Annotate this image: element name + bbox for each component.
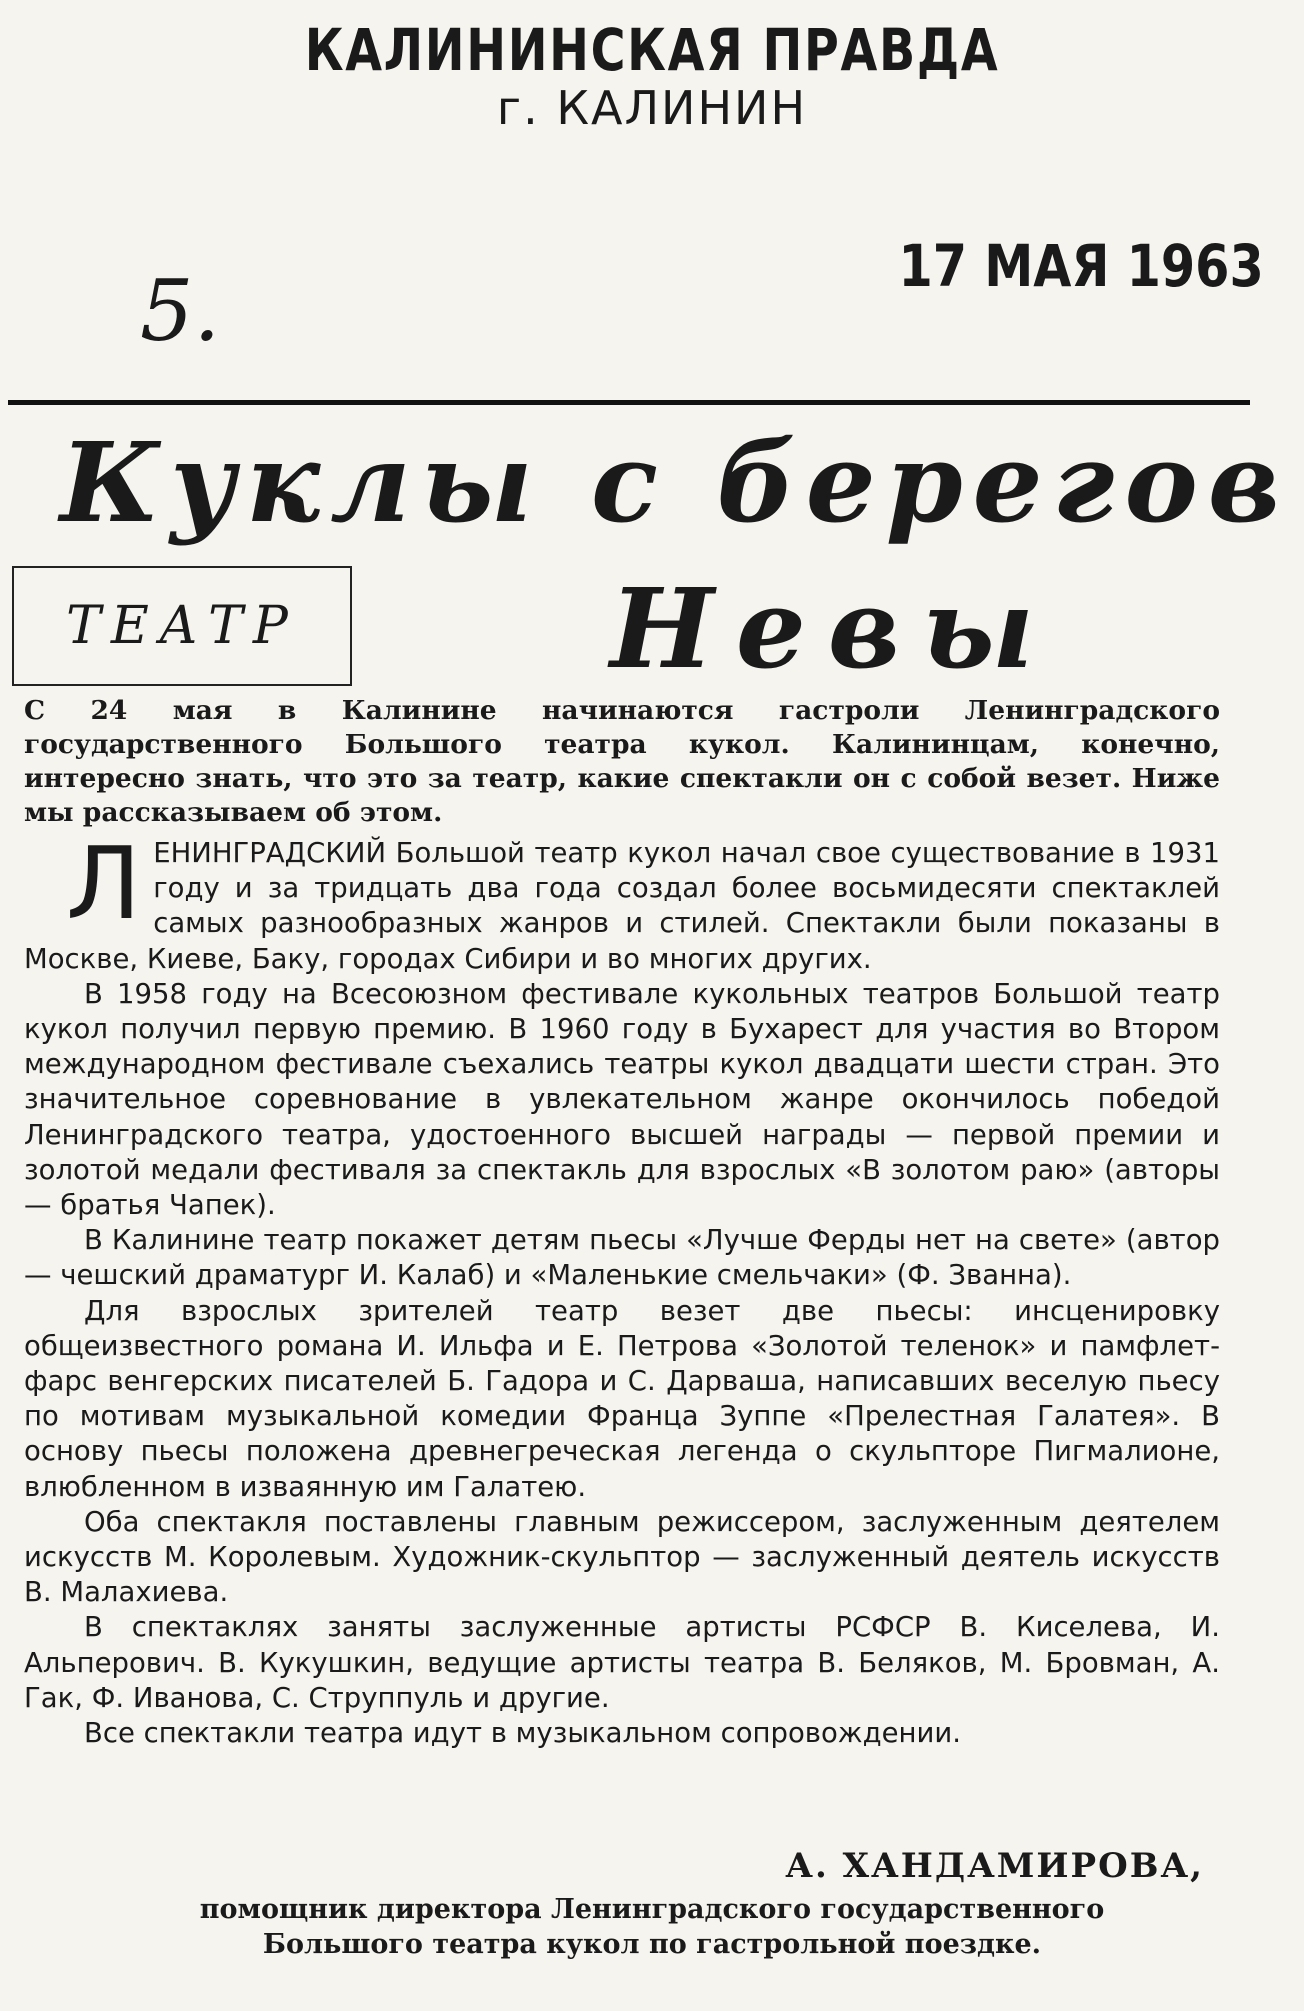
paragraph-3: В Калинине театр покажет детям пьесы «Лучше Ферды нет на свете» (автор — чешский драматург И. Калаб) и «Маленькие смельчаки» (Ф. Званна). <box>24 1224 1220 1292</box>
author-name: А. ХАНДАМИРОВА, <box>785 1846 1204 1886</box>
rubric-box <box>12 566 352 686</box>
article-body <box>24 825 1220 1751</box>
masthead <box>0 18 1304 134</box>
paragraph-1-text: ЕНИНГРАДСКИЙ Большой театр кукол начал свое существование в 1931 году и за тридцать два года создал более восьмидесяти спектаклей самых разнообразных жанров и стилей. Спектакли были показаны в Москве, Киеве, Баку, городах Сибири и во многих других. <box>24 837 1220 975</box>
author-title-line-1: помощник директора Ленинградского государственного <box>199 1894 1105 1925</box>
newspaper-name: КАЛИНИНСКАЯ ПРАВДА <box>304 16 1000 84</box>
date-stamp: 17 МАЯ 1963 <box>898 232 1264 300</box>
paragraph-2: В 1958 году на Всесоюзном фестивале кукольных театров Большой театр кукол получил первую премию. В 1960 году в Бухарест для участия во Втором международном фестивале съехались театры кукол двадцати шести стран. Это значительное соревнование в увлекательном жанре окончилось победой Ленинградского театра, удостоенного высшей награды — первой премии и золотой медали фестиваля за спектакль для взрослых «В золотом раю» (авторы — братья Чапек). <box>24 977 1220 1222</box>
lead-paragraph: С 24 мая в Калинине начинаются гастроли Ленинградского государственного Большого театра кукол. Калининцам, конечно, интересно знать, что это за театр, какие спектакли он с собой везет. Ниже мы рассказываем об этом. <box>24 695 1220 828</box>
handwritten-page-number: 5. <box>140 262 221 360</box>
paragraph-6: В спектаклях заняты заслуженные артисты РСФСР В. Киселева, И. Альперович. В. Кукушкин, ведущие артисты театра В. Беляков, М. Бровман, А. Гак, Ф. Иванова, С. Струппуль и другие. <box>24 1611 1220 1714</box>
paragraph-7: Все спектакли театра идут в музыкальном сопровождении. <box>84 1717 961 1750</box>
header-rule <box>8 400 1250 405</box>
headline-line-1: Куклы с берегов <box>60 418 1291 547</box>
dropcap: Л <box>66 825 142 942</box>
headline-line-2: Невы <box>610 564 1057 693</box>
paragraph-4: Для взрослых зрителей театр везет две пьесы: инсценировку общеизвестного романа И. Ильфа и Е. Петрова «Золотой теленок» и памфлет-фарс венгерских писателей Б. Гадора и С. Дарваша, написавших веселую пьесу по мотивам музыкальной комедии Франца Зуппе «Прелестная Галатея». В основу пьесы положена древнегреческая легенда о скульпторе Пигмалионе, влюбленном в изваянную им Галатею. <box>24 1294 1220 1503</box>
paragraph-5: Оба спектакля поставлены главным режиссером, заслуженным деятелем искусств М. Королевым. Художник-скульптор — заслуженный деятель искусств В. Малахиева. <box>24 1505 1220 1609</box>
paragraph-1 <box>24 825 1220 977</box>
newspaper-city: г. КАЛИНИН <box>496 81 808 135</box>
author-title <box>0 1892 1304 1962</box>
author-title-line-2: Большого театра кукол по гастрольной поездке. <box>262 1929 1042 1960</box>
rubric-label: ТЕАТР <box>66 596 298 656</box>
